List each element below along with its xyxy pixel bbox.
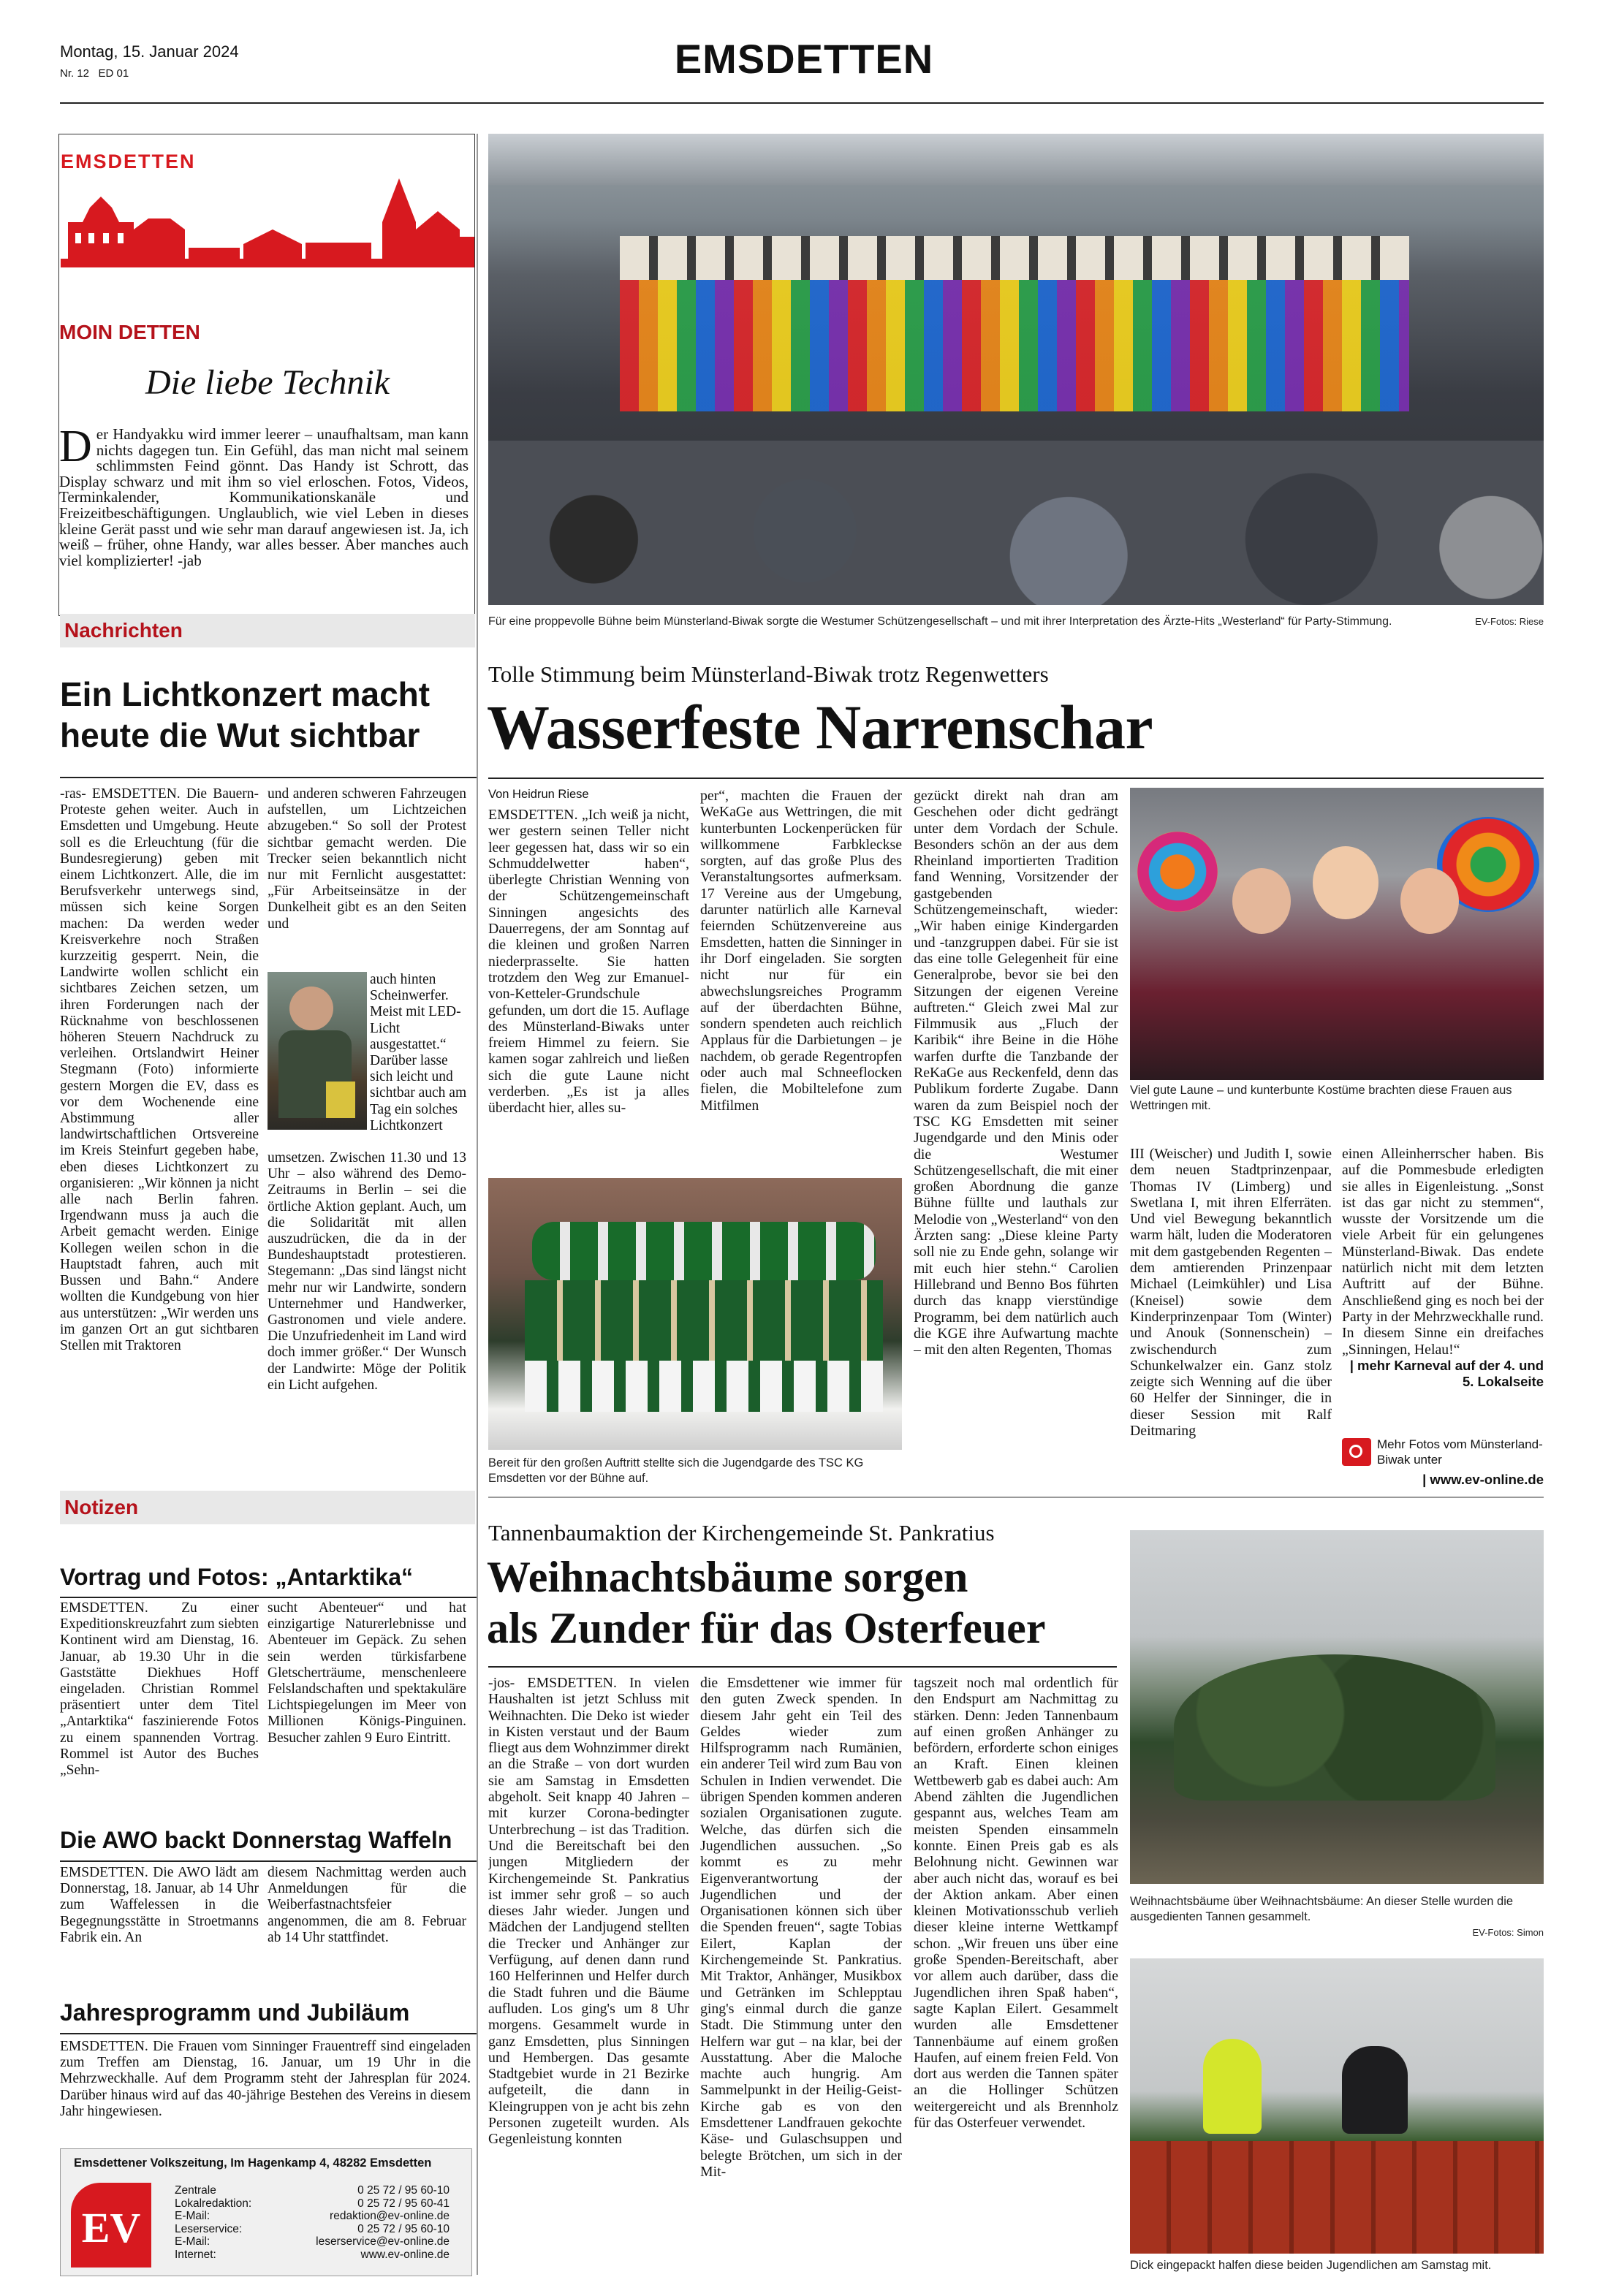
nachrichten-rule [60,777,477,778]
narren-col4: III (Weischer) und Judith I, sowie dem neuen Stadtprinzenpaar, Thomas IV (Limberg) und Swetlana I, mit ihren Elferräten. Und viel Bewegung bekanntlich warm hält, luden die Moderatoren mit dem gastgebenden Regenten – dem amtierenden Prinzenpaar Michael (Leimkühler) und Lisa (Kneisel) sowie dem Kinderprinzenpaar Tom (Winter) und Anouk (Sonnenschein) – zwischendurch zum Schunkelwalzer ein. Ganz stolz zeigte sich Wenning auf die über 60 Helfer der Sinninger, die in dieser Session mit Ralf Deitmaring [1130,1146,1332,1440]
narren-more-url[interactable]: | www.ev-online.de [1422,1472,1544,1487]
moin-box [58,134,475,616]
moin-kicker: MOIN DETTEN [59,321,200,343]
imprint-value-2[interactable]: redaktion@ev-online.de [330,2210,450,2222]
imprint-label-1: Lokalredaktion: [175,2197,252,2210]
baeume-title-2: als Zunder für das Osterfeuer [487,1604,1046,1652]
notiz-3-rule [60,2033,477,2034]
notiz-1-col1: EMSDETTEN. Zu einer Expeditionskreuzfahrt zum siebten Kontinent wird am Dienstag, 16. Januar, ab 19.30 Uhr in die Gaststätte Diekhues Hoff eingeladen. Christian Rommel präsentiert unter dem Titel „Antarktika“ faszinierende Fotos zu einem spannenden Vortrag. Rommel ist Autor des Buches „Sehn- [60,1600,259,1779]
header-rule [60,102,1544,104]
notiz-2-rule [60,1860,477,1862]
skyline-icon [61,178,474,267]
imprint-value-3: 0 25 72 / 95 60-10 [357,2222,450,2235]
moin-text [59,427,469,609]
narren-more-karneval[interactable]: | mehr Karneval auf der 4. und 5. Lokalseite [1349,1358,1544,1389]
farmer-photo [268,972,367,1130]
nachrichten-col2b: auch hinten Scheinwerfer. Meist mit LED-Licht ausgestattet.“ Darüber lasse sich leicht und sichtbar auch am Tag ein solches Lichtkonzert [370,972,467,1133]
notiz-1-rule [60,1597,477,1598]
imprint-label-5: Internet: [175,2248,216,2261]
tree-pile-caption [1130,1894,1544,1940]
notiz-2-title: Die AWO backt Donnerstag Waffeln [60,1827,452,1853]
nachrichten-label: Nachrichten [60,614,475,647]
tree-pile-credit: EV-Fotos: Simon [1472,1927,1544,1938]
notiz-1-col2: sucht Abenteuer“ und hat einzigartige Naturerlebnisse und Abenteuer im Gepäck. Zu sehen sein werden türkisfarbene Gletscherträume, menschenleere Felslandschaften und spektakuläre Lichtspiegelungen im Meer von Millionen Königs-Pinguinen. Besucher zahlen 9 Euro Eintritt. [268,1600,466,1746]
moin-title: Die liebe Technik [145,363,390,402]
imprint-label-0: Zentrale [175,2184,216,2197]
imprint-value-5[interactable]: www.ev-online.de [360,2248,450,2261]
notiz-2-col2: diesem Nachmittag werden auch Anmeldungen für die Weiberfastnachtsfeier angenommen, die am 8. Februar ab 14 Uhr stattfindet. [268,1865,466,1945]
baeume-title-1: Weihnachtsbäume sorgen [487,1553,968,1601]
notizen-label: Notizen [60,1491,475,1524]
narren-title: Wasserfeste Narrenschar [487,692,1153,762]
tree-pile-caption-text: Weihnachtsbäume über Weihnachtsbäume: An dieser Stelle wurden die ausgedienten Tannen gesammelt. [1130,1895,1514,1923]
page-title: EMSDETTEN [674,36,934,82]
imprint-heading: Emsdettener Volkszeitung, Im Hagenkamp 4, 48282 Emsdetten [74,2156,432,2170]
trailer-photo [1130,1958,1544,2254]
women-caption: Viel gute Laune – und kunterbunte Kostüme brachten diese Frauen aus Wettringen mit. [1130,1084,1512,1112]
header-date: Montag, 15. Januar 2024 [60,42,239,61]
nachrichten-col2a: und anderen schweren Fahrzeugen aufstellen, um Lichtzeichen abzugeben.“ So soll der Protest sichtbar gemacht werden. Die Trecker seien bekanntlich nicht nur mit Fernlicht ausgestattet: „Für Arbeitseinsätze in der Dunkelheit gibt es an den Seiten und [268,786,466,932]
imprint-value-4[interactable]: leserservice@ev-online.de [316,2235,450,2248]
nachrichten-col2c: umsetzen. Zwischen 11.30 und 13 Uhr – also während des Demo-Zeitraums in Berlin – sei die örtliche Aktion geplant. Auch, um die Solidarität mit allen auszudrücken, die da in der Bundeshauptstadt protestieren. Stegemann: „Das sind längst nicht mehr nur wir Landwirte, sondern Unternehmer und Handwerker, Gastronomen und viele andere. Die Unzufriedenheit im Land wird doch immer größer.“ Der Wunsch der Landwirte: Möge der Politik ein Licht aufgehen. [268,1150,466,1393]
imprint-label-4: E-Mail: [175,2235,211,2248]
camera-icon [1342,1438,1371,1466]
ev-logo: EV [71,2183,151,2268]
nachrichten-title: Ein Lichtkonzert macht heute die Wut sichtbar [60,675,431,754]
trailer-caption: Dick eingepackt halfen diese beiden Jugendlichen am Samstag mit. [1130,2259,1492,2272]
stage-photo-caption [488,614,1544,629]
issue-number: Nr. 12 [60,67,90,80]
notiz-3-col1: EMSDETTEN. Die Frauen vom Sinninger Frauentreff sind eingeladen zum Treffen am Dienstag, 16. Januar, um 19 Uhr in die Mehrzweckhalle. Auf dem Programm steht der Jahresplan für 2024. Darüber hinaus wird auf das 40-jährige Bestehen des Vereins in diesem Jahr hingewiesen. [60,2039,471,2119]
notiz-1-title: Vortrag und Fotos: „Antarktika“ [60,1564,413,1590]
imprint-value-1: 0 25 72 / 95 60-41 [357,2197,450,2210]
tree-pile-photo [1130,1530,1544,1884]
garde-caption: Bereit für den großen Auftritt stellte sich die Jugendgarde des TSC KG Emsdetten vor der Bühne auf. [488,1456,864,1485]
narren-rule [488,778,1544,779]
imprint-label-3: Leserservice: [175,2222,243,2235]
narren-byline: Von Heidrun Riese [488,788,589,801]
stage-caption-text: Für eine proppevolle Bühne beim Münsterland-Biwak sorgte die Westumer Schützengesellschaft – und mit ihrer Interpretation des Ärzte-Hits „Westerland“ für Party-Stimmung. [488,615,1392,628]
narren-col3: gezückt direkt nah dran am Geschehen oder dicht gedrängt unter dem Vordach der Schule. Besonders schön an der aus dem Rheinland importierten Tradition fand Wenning, Vorsitzender der gastgebenden Schützengemeinschaft, wieder: „Wir haben einige Kindergarden und -tanzgruppen dabei. Für sie ist das eine tolle Gelegenheit für eine Generalprobe, bevor sie bei den Sitzungen der eigenen Vereine auftreten.“ Gleich zwei Mal zur Filmmusik aus „Fluch der Karibik“ ihre Beine in die Höhe warfen durfte die Tanzbande der ReKaGe aus Reckenfeld, denn das Publikum forderte Zugabe. Dann waren da zum Beispiel noch der TSC KG Emsdetten mit seiner Jugendgarde und den Minis oder die Westumer Schützengesellschaft, die mit einer großen Abordnung die ganze Bühne füllte und lauthals zur Melodie von „Westerland“ von den Ärzten sang: „Diese kleine Party soll nie zu Ende gehn, solange wir mit euch hier stehn.“ Carolien Hillebrand und Benno Bos führten durch das knapp vierstündige Programm, bei dem natürlich auch die KGE ihre Aufwartung machte – mit den alten Regenten, Thomas [914,788,1118,1358]
nachrichten-col1: -ras- EMSDETTEN. Die Bauern-Proteste gehen weiter. Auch in Emsdetten und Umgebung. Heute soll es die Erleuchtung (für die Bundesregierung) geben mit einem Lichtkonzert. Alle, die im Berufsverkehr unterwegs sind, müssen sich keine Sorgen machen: Da werden weder Kreisverkehre noch Straßen kurzzeitig gesperrt. Nein, die Landwirte wollen schlicht ein sichtbares Zeichen setzen, um ihren Forderungen nach der Rücknahme von beschlossenen höheren Steuern Nachdruck zu verleihen. Ortslandwirt Heiner Stegmann (Foto) informierte gestern Morgen die EV, dass es vor dem Wochenende eine Abstimmung aller landwirtschaftlichen Ortsvereine im Kreis Steinfurt gegeben habe, eben dieses Lichtkonzert zu organisieren: „Wir können ja nicht alle nach Berlin fahren. Irgendwann muss ja auch die Arbeit gemacht werden. Einige Kollegen weilen schon in die Hauptstadt fahren, auch mit Bussen und Bahn.“ Andere wollten die Kundgebung von hier aus unterstützen: „Wir werden uns im ganzen Ort an gut sichtbaren Stellen mit Traktoren [60,786,259,1353]
edition-code: ED 01 [98,67,129,80]
narren-kicker: Tolle Stimmung beim Münsterland-Biwak trotz Regenwetters [488,661,1049,687]
baeume-kicker: Tannenbaumaktion der Kirchengemeinde St. Pankratius [488,1520,995,1546]
imprint-rows [175,2184,450,2261]
imprint-value-0: 0 25 72 / 95 60-10 [357,2184,450,2197]
stage-photo [488,134,1544,605]
baeume-col3: tagszeit noch mal ordentlich für den Endspurt am Nachmittag zu stärken. Denn: Jeden Tannenbaum auf einen großen Anhänger zu befördern, erforderte schon einiges an Kraft. Einen kleinen Wettbewerb gab es dabei auch: Am Abend zählten die Jugendlichen gespannt aus, welches Team am meisten Spenden einsammeln konnte. Einen Preis gab es als Belohnung nicht. Gewinnen war aber auch nicht das, worauf es bei der Aktion ankam. Aber einen kleinen Motivationsschub verlieh dieser kleine interne Wettkampf schon. „Wir freuen uns über eine große Spenden-Bereitschaft, aber vor allem auch darüber, dass die Jugendlichen ihren Spaß haben“, sagte Kaplan Eilert. Gesammelt wurden alle Emsdettener Tannenbäume auf einem großen Haufen, auf einem freien Feld. Von dort aus werden die Tannen später an die Hollinger Schützen weitergereicht und als Brennholz für das Osterfeuer verwendet. [914,1675,1118,2132]
narren-col5: einen Alleinherrscher haben. Bis auf die Pommesbude erledigten sie alles in Eigenleistung. „Sonst ist das gar nicht zu stemmen“, wusste der Vorsitzende um die viele Arbeit für ein gelungenes Münsterland-Biwak. Das endete natürlich nicht mit dem letzten Auftritt auf der Bühne. Anschließend ging es noch bei der Party in der Mehrzweckhalle rund. In diesem Sinne ein dreifaches „Sinningen, Helau!“ [1342,1146,1544,1358]
narren-col1: EMSDETTEN. „Ich weiß ja nicht, wer gestern seinen Teller nicht leer gegessen hat, dass wir so ein Schmuddelwetter haben“, überlegte Christian Wenning von der Schützengemeinschaft Sinningen angesichts des Dauerregens, der am Sonntag auf die kleinen und großen Narren niederprasselte. Sie hatten trotzdem den Weg zur Emanuel-von-Ketteler-Grundschule gefunden, um dort die 15. Auflage des Münsterland-Biwaks unter freiem Himmel zu feiern. Sie kamen sogar zahlreich und ließen sich die gute Laune nicht verderben. „Es ist ja alles überdacht hier, alles su- [488,807,689,1117]
garde-photo [488,1178,902,1450]
baeume-col2: die Emsdettener wie immer für den guten Zweck spenden. In diesem Jahr geht ein Teil des Geldes wieder zum Hilfsprogramm nach Rumänien, ein anderer Teil wird zum Bau von Schulen in Indien verwendet. Die übrigen Spenden kommen anderen sozialen Organisationen zugute. Welche, das dürfen sich die Jugendlichen aussuchen. „So kommt es zu mehr Eigenverantwortung der Jugendlichen und der Organisationen können sich über die Spenden freuen“, sagte Tobias Eilert, Kaplan der Kirchengemeinde St. Pankratius. Mit Traktor, Anhänger, Musikbox und Getränken im Schlepptau ging's einmal durch die ganze Stadt. Die Stimmung unter den Helfern war gut – na klar, bei der Ausstattung. Aber die Malochе machte auch hungrig. Am Sammelpunkt in der Heilig-Geist-Kirche gab es von den Emsdettener Landfrauen gekochte Käse- und Gulaschsuppen und belegte Brötchen, um sich in der Mit- [700,1675,902,2180]
imprint-box [60,2148,472,2276]
baeume-col1: -jos- EMSDETTEN. In vielen Haushalten ist jetzt Schluss mit Weihnachten. Die Deko ist wieder in Kisten verstaut und der Baum fliegt aus dem Wohnzimmer direkt an die Straße – von dort wurden sie am Samstag in Emsdetten abgeholt. Seit knapp 40 Jahren – mit kurzer Corona-bedingter Unterbrechung – ist das Tradition. Und die Bereitschaft bei den jungen Mitgliedern der Kirchengemeinde St. Pankratius ist immer sehr groß – so auch dieses Jahr wieder. Jungen und Mädchen der Landjugend stellten die Trecker und Anhänger zur Verfügung, auf denen dann rund 160 Helferinnen und Helfer durch die Stadt fuhren und die Bäume aufluden. Los ging's um 8 Uhr morgens. Gesammelt wurde in ganz Emsdetten, plus Sinningen und Hembergen. Das gesamte Stadtgebiet wurde in 21 Bezirke aufgeteilt, die dann in Kleingruppen von je acht bis zehn Personen zugeteilt wurden. Als Gegenleistung konnten [488,1675,689,2148]
stage-credit: EV-Fotos: Riese [1475,616,1544,627]
emsdetten-logo-text: EMSDETTEN [61,151,196,172]
narren-col2: per“, machten die Frauen der WeKaGe aus Wettringen, die mit kunterbunten Lockenperücken für willkommene Farbkleckse sorgten, auf das große Plus des Veranstaltungsortes aufmerksam. 17 Vereine aus der Umgebung, darunter natürlich alle Karneval feiernden Schützenvereine aus Emsdetten, hatten die Sinninger in ihr Dorf eingeladen. Sie sorgten nicht nur für ein abwechslungsreiches Programm auf der überdachten Bühne, sondern spendeten auch reichlich Applaus für die Darbietungen – je nachdem, ob gerade Regentropfen oder auch mal Schneeflocken fielen, die Mobiltelefone zum Mitfilmen [700,788,902,1114]
baeume-rule [488,1666,1117,1668]
imprint-label-2: E-Mail: [175,2210,211,2222]
notiz-2-col1: EMSDETTEN. Die AWO lädt am Donnerstag, 18. Januar, ab 14 Uhr zum Waffelessen in die Begegnungsstätte in Stroetmanns Fabrik ein. An [60,1865,259,1945]
column-divider [477,134,478,2275]
narren-more-fotos: Mehr Fotos vom Münsterland-Biwak unter [1377,1437,1543,1467]
dropcap: D [59,427,92,471]
women-photo [1130,788,1544,1080]
notiz-3-title: Jahresprogramm und Jubiläum [60,1999,410,2026]
baeume-top-rule [488,1497,1544,1498]
moin-body: er Handyakku wird immer leerer – unaufhaltsam, man kann nichts dagegen tun. Ein Gefühl, das man nicht mal seinem schlimmsten Feind gönnt. Das Handy ist Schrott, das Display schwarz und mit ihm so viel erloschen. Fotos, Videos, Terminkalender, Kommunikationskanäle und Freizeitbeschäftigungen. Unglaublich, wie viel Leben in dieses kleine Gerät passt und wie sehr man darauf angewiesen ist. Ja, ich weiß – früher, ohne Handy, war alles besser. Aber manches auch viel komplizierter! -jab [59,427,469,569]
